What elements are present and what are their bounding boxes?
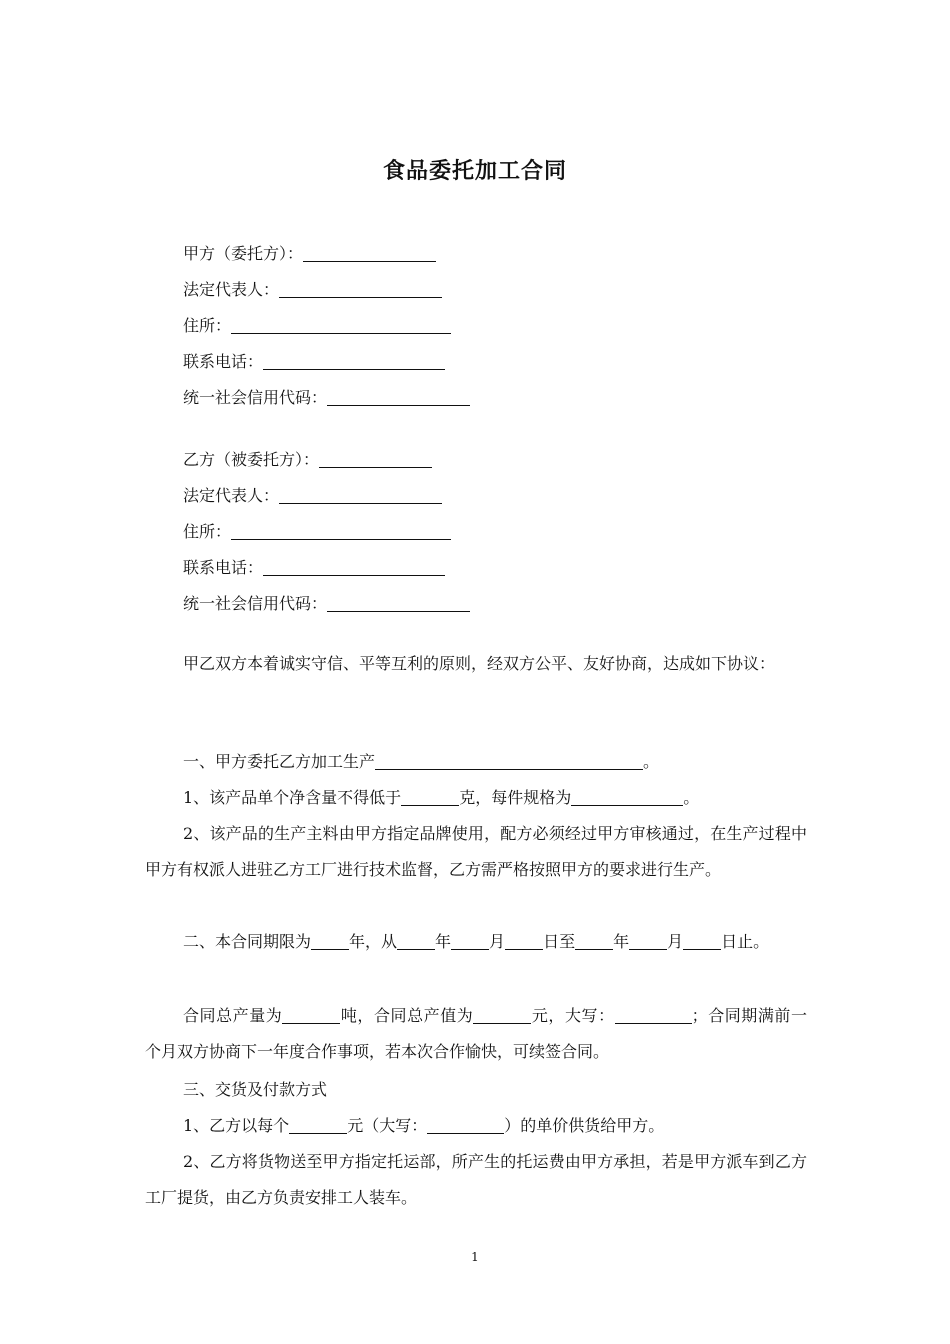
party-a-address-blank[interactable]	[231, 317, 451, 334]
party-b-credit-blank[interactable]	[327, 595, 470, 612]
clause-2-text-h: 日止。	[721, 932, 770, 951]
party-a-rep-line	[183, 280, 442, 300]
end-month-blank[interactable]	[629, 933, 667, 950]
spec-blank[interactable]	[571, 789, 683, 806]
party-a-credit-label: 统一社会信用代码：	[183, 388, 328, 407]
item-3-1	[145, 1108, 807, 1144]
clause-1-suffix: 。	[643, 752, 660, 771]
party-a-credit-line	[183, 388, 470, 408]
party-a-client-blank[interactable]	[303, 245, 436, 262]
total-output-blank[interactable]	[282, 1007, 340, 1024]
clause-2-text-c: 年	[435, 932, 452, 951]
output-text-d: ；合同期满前一个月双方协商下一年度合作事项，若本次合作愉快，可续签合同。	[145, 1006, 807, 1061]
clause-2-text-b: 年，从	[349, 932, 398, 951]
party-b-client-blank[interactable]	[319, 451, 432, 468]
clause-2-text-e: 日至	[543, 932, 576, 951]
party-b-phone-label: 联系电话：	[183, 558, 264, 577]
party-a-client-label: 甲方（委托方）：	[183, 244, 304, 263]
clause-2-text-a: 二、本合同期限为	[183, 932, 312, 951]
clause-2-text-g: 月	[667, 932, 684, 951]
item-3-1-text-a: 1、乙方以每个	[183, 1116, 290, 1135]
party-a-credit-blank[interactable]	[327, 389, 470, 406]
unit-price-uppercase-blank[interactable]	[427, 1117, 504, 1134]
page-number: 1	[471, 1250, 479, 1264]
party-a-rep-label: 法定代表人：	[183, 280, 280, 299]
item-1-2: 2、该产品的生产主料由甲方指定品牌使用，配方必须经过甲方审核通过，在生产过程中甲方有权派人进驻乙方工厂进行技术监督，乙方需严格按照甲方的要求进行生产。	[145, 824, 807, 879]
item-3-1-text-b: 元（大写：	[347, 1116, 428, 1135]
party-a-phone-label: 联系电话：	[183, 352, 264, 371]
clause-3-heading: 三、交货及付款方式	[183, 1080, 328, 1099]
output-paragraph	[145, 998, 807, 1070]
party-b-address-line	[183, 522, 451, 542]
start-year-blank[interactable]	[397, 933, 435, 950]
party-b-address-blank[interactable]	[231, 523, 451, 540]
output-text-a: 合同总产量为	[183, 1006, 283, 1025]
party-b-rep-blank[interactable]	[279, 487, 442, 504]
unit-price-blank[interactable]	[289, 1117, 347, 1134]
party-b-client-line	[183, 450, 432, 470]
end-year-blank[interactable]	[575, 933, 613, 950]
output-text-b: 吨，合同总产值为	[340, 1006, 474, 1025]
party-b-phone-line	[183, 558, 445, 578]
party-a-phone-blank[interactable]	[263, 353, 445, 370]
party-b-rep-label: 法定代表人：	[183, 486, 280, 505]
value-uppercase-blank[interactable]	[615, 1007, 692, 1024]
total-value-blank[interactable]	[473, 1007, 531, 1024]
start-day-blank[interactable]	[505, 933, 543, 950]
party-b-credit-line	[183, 594, 470, 614]
item-1-1	[145, 780, 807, 816]
clause-2-text-d: 月	[489, 932, 506, 951]
party-b-phone-blank[interactable]	[263, 559, 445, 576]
item-1-1-text-a: 1、该产品单个净含量不得低于	[183, 788, 402, 807]
clause-1-prefix: 一、甲方委托乙方加工生产	[183, 752, 376, 771]
party-a-phone-line	[183, 352, 445, 372]
party-a-address-line	[183, 316, 451, 336]
product-name-blank[interactable]	[375, 753, 643, 770]
item-1-1-text-b: 克，每件规格为	[459, 788, 572, 807]
output-text-c: 元，大写：	[531, 1006, 615, 1025]
party-b-address-label: 住所：	[183, 522, 232, 541]
party-b-rep-line	[183, 486, 442, 506]
item-1-1-text-c: 。	[683, 788, 700, 807]
term-years-blank[interactable]	[311, 933, 349, 950]
net-weight-blank[interactable]	[401, 789, 459, 806]
clause-2	[145, 924, 807, 960]
item-3-2: 2、乙方将货物送至甲方指定托运部，所产生的托运费由甲方承担，若是甲方派车到乙方工厂提货，由乙方负责安排工人装车。	[145, 1152, 807, 1207]
start-month-blank[interactable]	[451, 933, 489, 950]
intro-paragraph: 甲乙双方本着诚实守信、平等互利的原则，经双方公平、友好协商，达成如下协议：	[183, 654, 776, 673]
party-a-client-line	[183, 244, 436, 264]
clause-2-text-f: 年	[613, 932, 630, 951]
end-day-blank[interactable]	[683, 933, 721, 950]
party-a-rep-blank[interactable]	[279, 281, 442, 298]
party-b-credit-label: 统一社会信用代码：	[183, 594, 328, 613]
document-title: 食品委托加工合同	[382, 159, 567, 184]
party-b-client-label: 乙方（被委托方）：	[183, 450, 320, 469]
item-3-1-text-c: ）的单价供货给甲方。	[504, 1116, 665, 1135]
party-a-address-label: 住所：	[183, 316, 232, 335]
clause-1	[145, 744, 807, 780]
